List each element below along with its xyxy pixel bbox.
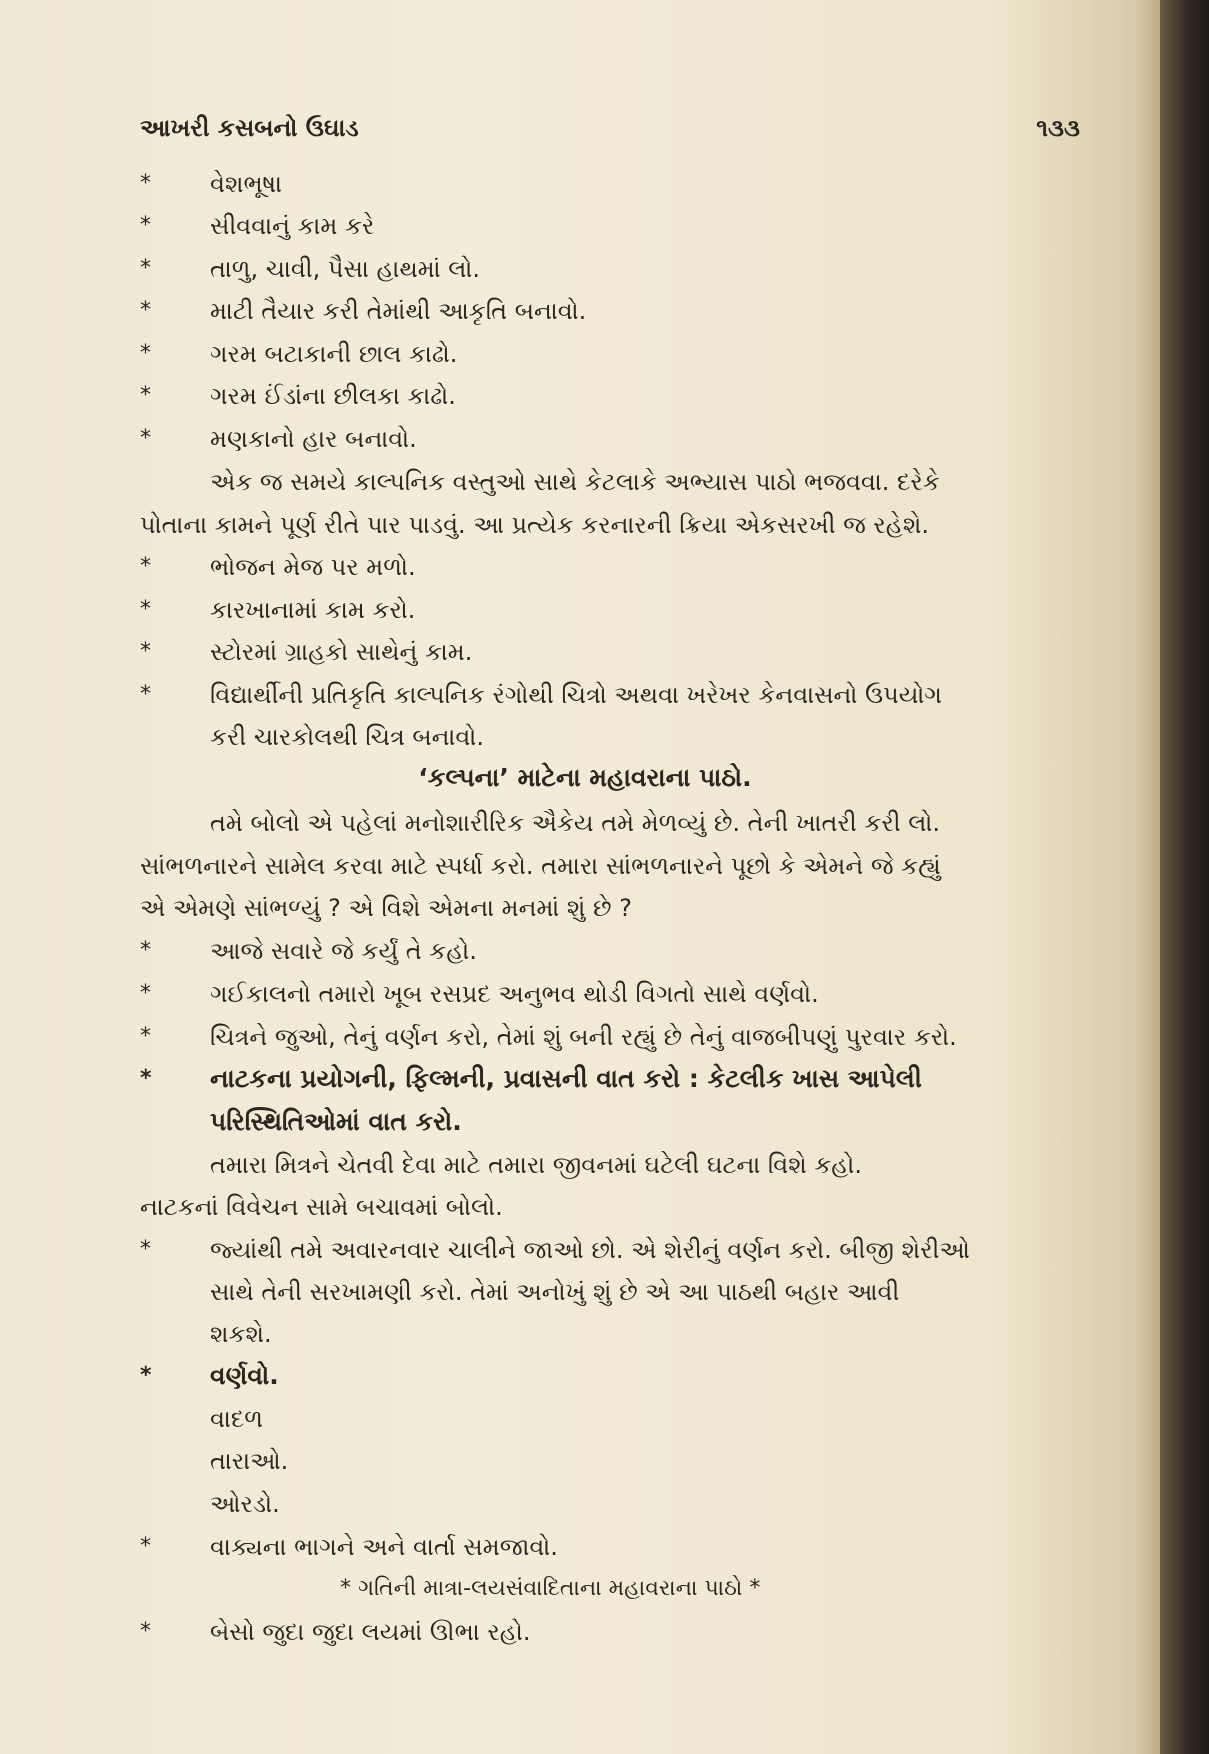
list-item: ચિત્રને જુઓ, તેનું વર્ણન કરો, તેમાં શું બની રહ્યું છે તેનું વાજબીપણું પુરવાર કરો. [210, 1023, 957, 1051]
list-item: સીવવાનું કામ કરે [210, 212, 375, 240]
list-item: સ્ટોરમાં ગ્રાહકો સાથેનું કામ. [210, 638, 473, 666]
bullet-marker: * [140, 682, 151, 707]
list-item: જ્યાંથી તમે અવારનવાર ચાલીને જાઓ છો. એ શેરીનું વર્ણન કરો. બીજી શેરીઓ [210, 1236, 970, 1264]
bullet-marker: * [140, 981, 151, 1006]
paragraph-line: સાંભળનારને સામેલ કરવા માટે સ્પર્ધા કરો. તમારા સાંભળનારને પૂછો કે એમને જે કહ્યું [140, 852, 941, 880]
list-item-bold: વર્ણવો. [210, 1361, 279, 1390]
list-item: ગઈકાલનો તમારો ખૂબ રસપ્રદ અનુભવ થોડી વિગતો સાથે વર્ણવો. [210, 980, 819, 1008]
bullet-marker: * [140, 1024, 151, 1049]
list-item-bold: નાટકના પ્રયોગની, ફિલ્મની, પ્રવાસની વાત કરો : કેટલીક ખાસ આપેલી [210, 1064, 922, 1093]
bullet-marker: * [140, 341, 151, 366]
bullet-marker: * [140, 597, 151, 622]
sub-item: ઓરડો. [210, 1490, 280, 1518]
paragraph-line: નાટકનાં વિવેચન સામે બચાવમાં બોલો. [140, 1193, 503, 1221]
bullet-marker: * [140, 554, 151, 579]
list-item: તાળુ, ચાવી, પૈસા હાથમાં લો. [210, 255, 481, 283]
list-item: ગરમ ઈંડાંના છીલકા કાઢો. [210, 382, 456, 410]
bullet-marker: * [140, 1363, 152, 1388]
list-item: ગરમ બટાકાની છાલ કાઢો. [210, 340, 458, 368]
bullet-marker: * [140, 938, 151, 963]
paragraph-line: એ એમણે સાંભળ્યું ? એ વિશે એમના મનમાં શું છે ? [140, 894, 632, 922]
paragraph-line: તમે બોલો એ પહેલાં મનોશારીરિક ઐકેય તમે મેળવ્યું છે. તેની ખાતરી કરી લો. [210, 809, 940, 837]
paragraph-line: પોતાના કામને પૂર્ણ રીતે પાર પાડવું. આ પ્રત્યેક કરનારની ક્રિયા એકસરખી જ રહેશે. [140, 511, 930, 539]
bullet-marker: * [140, 639, 151, 664]
running-header [140, 114, 1080, 148]
list-item: વાક્યના ભાગને અને વાર્તા સમજાવો. [210, 1533, 558, 1561]
sub-item: તારાઓ. [210, 1447, 289, 1475]
paragraph-line: એક જ સમયે કાલ્પનિક વસ્તુઓ સાથે કેટલાકે અભ્યાસ પાઠો ભજવવા. દરેકે [210, 468, 940, 496]
page-number: ૧૩૩ [1036, 114, 1080, 142]
bullet-marker: * [140, 298, 151, 323]
list-item: માટી તૈયાર કરી તેમાંથી આકૃતિ બનાવો. [210, 297, 587, 325]
bullet-marker: * [140, 1066, 152, 1091]
chapter-title: આખરી કસબનો ઉઘાડ [140, 114, 359, 142]
list-item: વિદ્યાર્થીની પ્રતિકૃતિ કાલ્પનિક રંગોથી ચિત્રો અથવા ખરેખર કેનવાસનો ઉપયોગ [210, 681, 942, 709]
list-item-continuation: સાથે તેની સરખામણી કરો. તેમાં અનોખું શું છે એ આ પાઠથી બહાર આવી [210, 1278, 900, 1306]
sub-item: વાદળ [210, 1405, 263, 1433]
bullet-marker: * [140, 426, 151, 451]
list-item: આજે સવારે જે કર્યું તે કહો. [210, 937, 477, 965]
list-item: બેસો જુદા જુદા લયમાં ઊભા રહો. [210, 1618, 531, 1646]
bullet-marker: * [140, 256, 151, 281]
list-item: ભોજન મેજ પર મળો. [210, 553, 416, 581]
section-heading: ‘કલ્પના’ માટેના મહાવરાના પાઠો. [418, 763, 752, 792]
list-item-continuation: શકશે. [210, 1320, 272, 1348]
list-item-continuation: કરી ચારકોલથી ચિત્ર બનાવો. [210, 723, 484, 751]
bullet-marker: * [140, 1237, 151, 1262]
bullet-marker: * [140, 171, 151, 196]
list-item: મણકાનો હાર બનાવો. [210, 425, 417, 453]
page-edge-shadow [1160, 0, 1209, 1754]
bullet-marker: * [140, 213, 151, 238]
list-item-bold-continuation: પરિસ્થિતિઓમાં વાત કરો. [210, 1107, 462, 1136]
bullet-marker: * [140, 1534, 151, 1559]
list-item: વેશભૂષા [210, 170, 282, 198]
list-item: કારખાનામાં કામ કરો. [210, 596, 416, 624]
section-heading: * ગતિની માત્રા-લયસંવાદિતાના મહાવરાના પાઠો * [340, 1576, 761, 1601]
bullet-marker: * [140, 383, 151, 408]
bullet-marker: * [140, 1619, 151, 1644]
paragraph-line: તમારા મિત્રને ચેતવી દેવા માટે તમારા જીવનમાં ઘટેલી ઘટના વિશે કહો. [210, 1151, 862, 1179]
